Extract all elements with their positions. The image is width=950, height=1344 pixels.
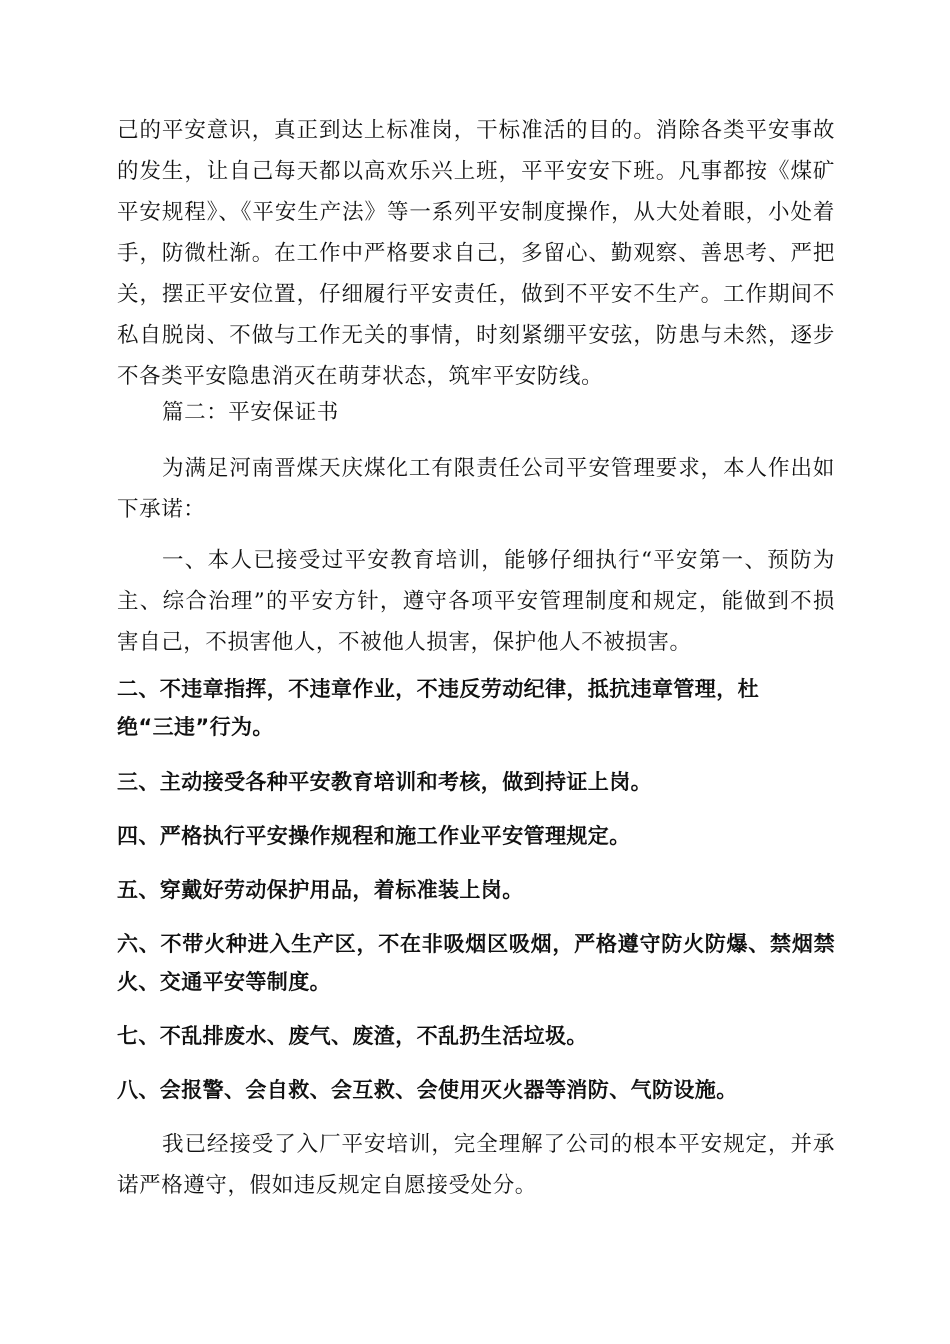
item-2-line-1: 二、不违章指挥，不违章作业，不违反劳动纪律，抵抗违章管理，杜 [117,677,759,701]
item-2-line-2: 绝“三违”行为。 [117,715,274,739]
section-heading: 篇二：平安保证书 [162,400,339,425]
item-7: 七、不乱排废水、废气、废渣，不乱扔生活垃圾。 [117,1024,588,1048]
paragraph-commitment-intro: 为满足河南晋煤天庆煤化工有限责任公司平安管理要求，本人作出如下承诺： [117,456,835,522]
item-8: 八、会报警、会自救、会互救、会使用灭火器等消防、气防设施。 [117,1078,738,1102]
item-6: 六、不带火种进入生产区，不在非吸烟区吸烟，严格遵守防火防爆、禁烟禁火、交通平安等制度。 [117,932,835,994]
paragraph-final-pledge: 我已经接受了入厂平安培训，完全理解了公司的根本平安规定，并承诺严格遵守，假如违反规定自愿接受处分。 [117,1132,835,1198]
item-3: 三、主动接受各种平安教育培训和考核，做到持证上岗。 [117,770,652,794]
item-5: 五、穿戴好劳动保护用品，着标准装上岗。 [117,878,524,902]
paragraph-safety-awareness: 己的平安意识，真正到达上标准岗，干标准活的目的。消除各类平安事故的发生，让自己每天都以高欢乐兴上班，平平安安下班。凡事都按《煤矿平安规程》、《平安生产法》等一系列平安制度操作，从大处着眼，小处着手，防微杜渐。在工作中严格要求自己，多留心、勤观察、善思考、严把关，摆正平安位置，仔细履行平安责任，做到不平安不生产。工作期间不私自脱岗、不做与工作无关的事情，时刻紧绷平安弦，防患与未然，逐步不各类平安隐患消灭在萌芽状态，筑牢平安防线。 [117,118,835,389]
item-4: 四、严格执行平安操作规程和施工作业平安管理规定。 [117,824,631,848]
paragraph-item-1: 一、本人已接受过平安教育培训，能够仔细执行“平安第一、预防为主、综合治理”的平安方针，遵守各项平安管理制度和规定，能做到不损害自己，不损害他人，不被他人损害，保护他人不被损害。 [117,548,835,655]
